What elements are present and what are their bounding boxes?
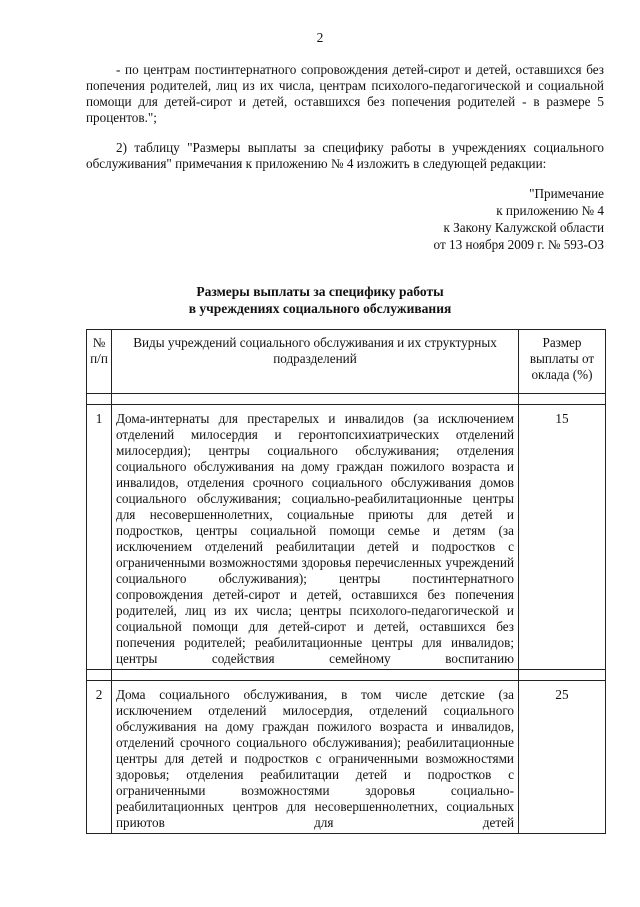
note-line-4: от 13 ноября 2009 г. № 593-ОЗ xyxy=(433,237,604,252)
note-line-2: к приложению № 4 xyxy=(496,203,604,218)
note-line-3: к Закону Калужской области xyxy=(443,220,604,235)
table-header-row xyxy=(87,330,606,394)
payment-table-container xyxy=(86,329,606,907)
table-title-line-1: Размеры выплаты за специфику работы xyxy=(196,284,444,299)
header-payment-size: Размер выплаты от оклада (%) xyxy=(519,330,606,394)
payment-table xyxy=(86,329,606,834)
row-payment-value: 15 xyxy=(519,405,606,670)
header-number: № п/п xyxy=(87,330,112,394)
table-row xyxy=(87,681,606,834)
table-title-line-2: в учреждениях социального обслуживания xyxy=(188,301,452,316)
intro-paragraph-1: - по центрам постинтернатного сопровождения детей-сирот и детей, оставшихся без попечения родителей, лиц из их числа, центрам психолого-педагогической и социальной помощи для детей-сирот и детей, оставшихся без попечения родителей - в размере 5 процентов."; xyxy=(86,62,604,125)
row-institution-types: Дома социального обслуживания, в том числе детские (за исключением отделений милосердия, отделений социального обслуживания на дому граждан пожилого возраста и инвалидов, отделений срочного социального обслуживания); реабилитационные центры для детей и подростков с ограниченными возможностями здоровья; отделения реабилитации детей и подростков с ограниченными возможностями здоровья социально-реабилитационных центров для несовершеннолетних, социальных приютов для детей xyxy=(112,681,519,834)
table-row xyxy=(87,405,606,670)
header-institution-type: Виды учреждений социального обслуживания и их структурных подразделений xyxy=(112,330,519,394)
row-payment-value: 25 xyxy=(519,681,606,834)
note-line-1: "Примечание xyxy=(529,186,604,201)
row-number: 1 xyxy=(87,405,112,670)
table-spacer xyxy=(87,394,606,405)
intro-paragraph-2: 2) таблицу "Размеры выплаты за специфику работы в учреждениях социального обслуживания" примечания к приложению № 4 изложить в следующей редакции: xyxy=(86,140,604,171)
page-number: 2 xyxy=(316,30,324,45)
table-title xyxy=(0,283,640,317)
table-spacer xyxy=(87,670,606,681)
appendix-note xyxy=(434,185,604,253)
row-number: 2 xyxy=(87,681,112,834)
intro-text xyxy=(86,62,604,172)
row-institution-types: Дома-интернаты для престарелых и инвалидов (за исключением отделений милосердия и геронтопсихиатрических отделений милосердия); центры социального обслуживания; отделения социального обслуживания на дому граждан пожилого возраста и инвалидов, отделения срочного социального обслуживания домов социального обслуживания; социально-реабилитационные центры для несовершеннолетних, социальные приюты для детей и подростков, центры социальной помощи семье и детям (за исключением отделений реабилитации детей и подростков с ограниченными возможностями здоровья перечисленных учреждений социального обслуживания); центры постинтернатного сопровождения детей-сирот и детей, оставшихся без попечения родителей, лиц из их числа; центры психолого-педагогической и социальной помощи для детей-сирот и детей, оставшихся без попечения родителей; реабилитационные центры для инвалидов; центры содействия семейному воспитанию xyxy=(112,405,519,670)
